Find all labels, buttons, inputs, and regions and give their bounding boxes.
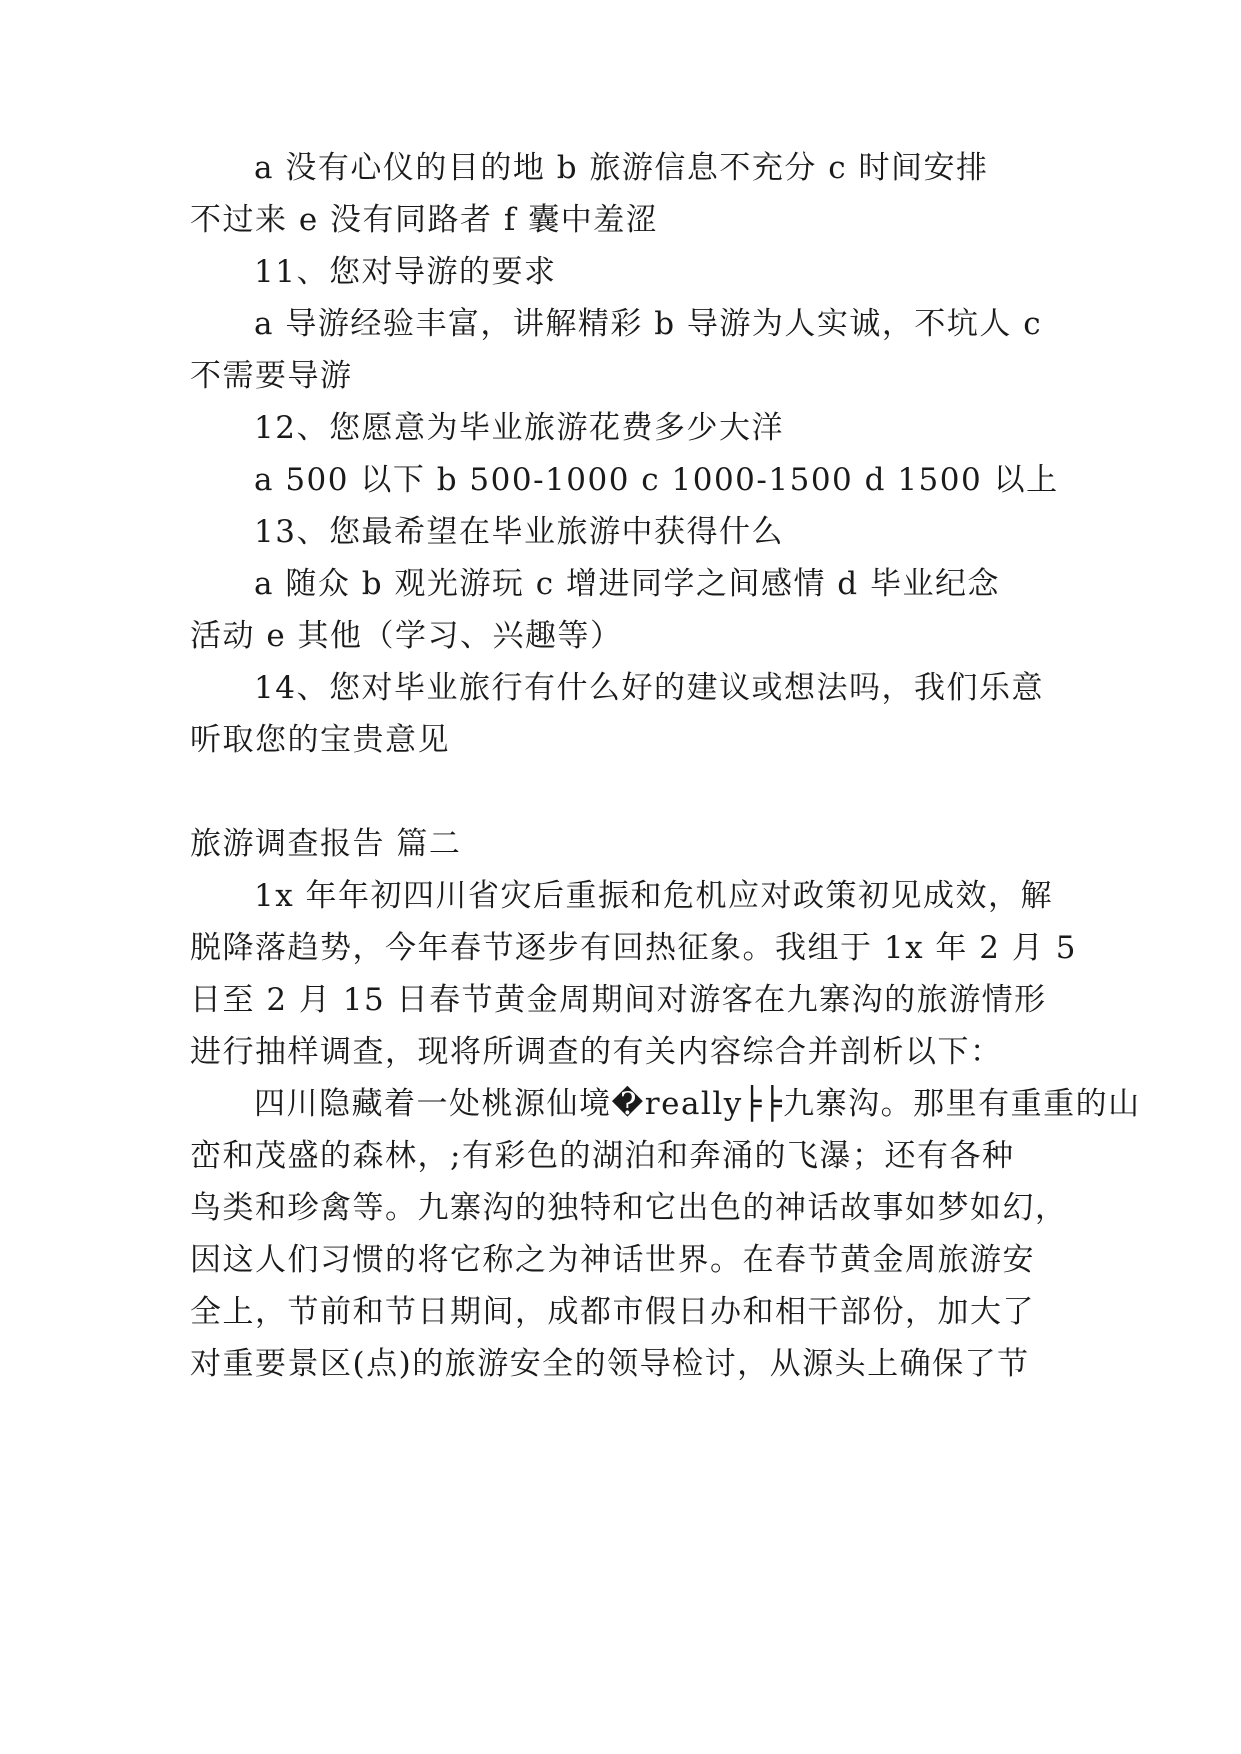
paragraph-line: 1x 年年初四川省灾后重振和危机应对政策初见成效，解 (254, 878, 1054, 914)
question-14: 14、您对毕业旅行有什么好的建议或想法吗，我们乐意 (254, 670, 1044, 706)
question-12: 12、您愿意为毕业旅游花费多少大洋 (254, 410, 784, 446)
paragraph-line: 峦和茂盛的森林，;有彩色的湖泊和奔涌的飞瀑；还有各种 (190, 1138, 1015, 1174)
paragraph-line: 四川隐藏着一处桃源仙境�really╞╞九寨沟。那里有重重的山 (254, 1086, 1141, 1122)
paragraph-line: 因这人们习惯的将它称之为神话世界。在春节黄金周旅游安 (190, 1242, 1035, 1278)
paragraph-line: a 500 以下 b 500-1000 c 1000-1500 d 1500 以上 (254, 462, 1059, 498)
paragraph-line: 全上，节前和节日期间，成都市假日办和相干部份，加大了 (190, 1294, 1035, 1330)
paragraph-line: 听取您的宝贵意见 (190, 722, 450, 758)
paragraph-line: 脱降落趋势，今年春节逐步有回热征象。我组于 1x 年 2 月 5 (190, 930, 1077, 966)
paragraph-line: 不需要导游 (190, 358, 353, 394)
paragraph-line: a 随众 b 观光游玩 c 增进同学之间感情 d 毕业纪念 (254, 566, 1001, 602)
paragraph-line: 不过来 e 没有同路者 f 囊中羞涩 (190, 202, 659, 238)
paragraph-line: 鸟类和珍禽等。九寨沟的独特和它出色的神话故事如梦如幻， (190, 1190, 1068, 1226)
paragraph-line: 活动 e 其他（学习、兴趣等） (190, 618, 623, 654)
question-13: 13、您最希望在毕业旅游中获得什么 (254, 514, 784, 550)
paragraph-line: a 没有心仪的目的地 b 旅游信息不充分 c 时间安排 (254, 150, 989, 186)
question-11: 11、您对导游的要求 (254, 254, 557, 290)
paragraph-line: 进行抽样调查，现将所调查的有关内容综合并剖析以下： (190, 1034, 1003, 1070)
paragraph-line: 对重要景区(点)的旅游安全的领导检讨，从源头上确保了节 (190, 1346, 1030, 1382)
paragraph-line: 日至 2 月 15 日春节黄金周期间对游客在九寨沟的旅游情形 (190, 982, 1047, 1018)
section-heading: 旅游调查报告 篇二 (190, 826, 462, 862)
paragraph-line: a 导游经验丰富，讲解精彩 b 导游为人实诚，不坑人 c (254, 306, 1043, 342)
